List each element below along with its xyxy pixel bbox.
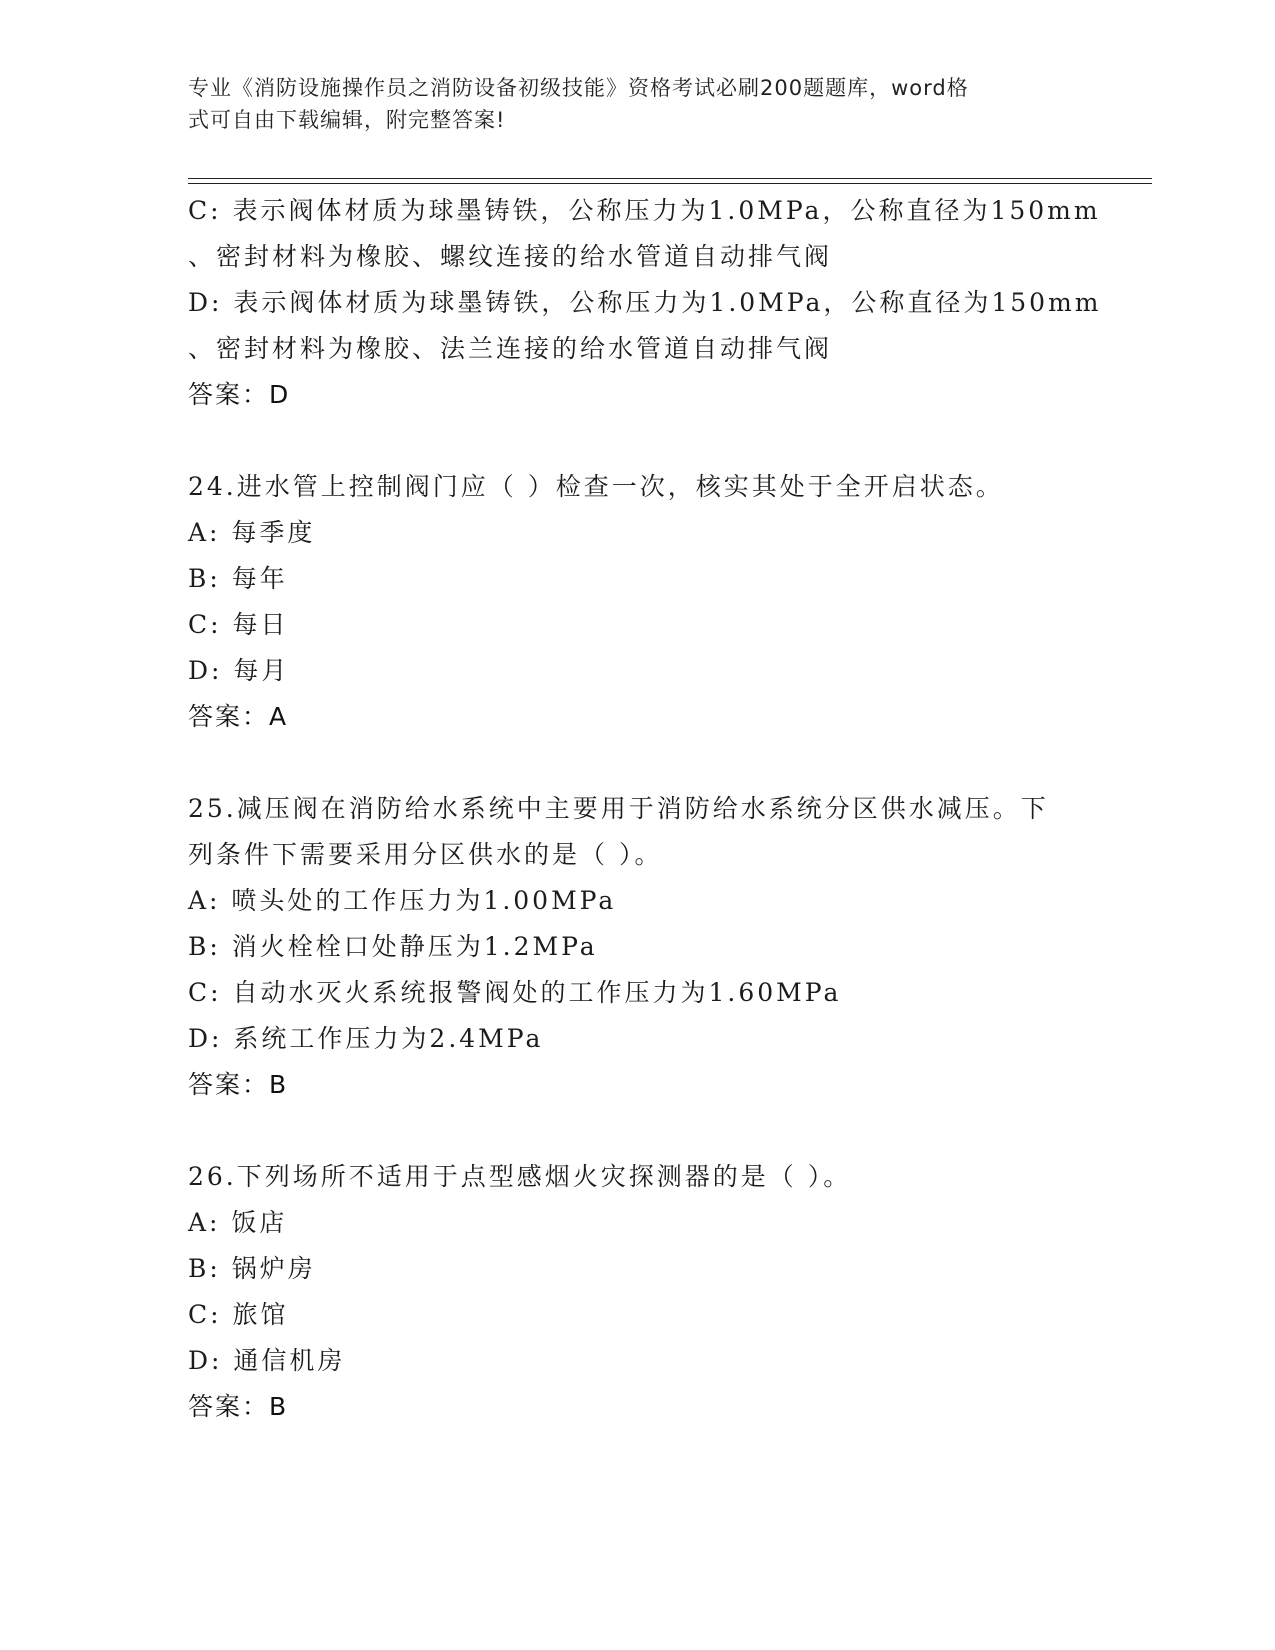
option-c: C: 每日 bbox=[188, 610, 289, 639]
document-header bbox=[188, 72, 1068, 136]
option-a: A: 喷头处的工作压力为1.00MPa bbox=[188, 886, 617, 915]
option-c-line-1: C: 表示阀体材质为球墨铸铁，公称压力为1.0MPa，公称直径为150mm bbox=[188, 196, 1101, 225]
answer-text: 答案：B bbox=[188, 1392, 289, 1421]
option-d: D: 通信机房 bbox=[188, 1346, 346, 1375]
option-d-line-1: D: 表示阀体材质为球墨铸铁，公称压力为1.0MPa，公称直径为150mm bbox=[188, 288, 1102, 317]
option-b: B: 消火栓栓口处静压为1.2MPa bbox=[188, 932, 598, 961]
spacer bbox=[188, 418, 1188, 464]
answer-text: 答案：D bbox=[188, 380, 291, 409]
question-list bbox=[188, 188, 1188, 1430]
spacer bbox=[188, 1108, 1188, 1154]
question-text: 26.下列场所不适用于点型感烟火灾探测器的是（ ）。 bbox=[188, 1162, 852, 1191]
option-a: A: 饭店 bbox=[188, 1208, 288, 1237]
option-d-line-2: 、密封材料为橡胶、法兰连接的给水管道自动排气阀 bbox=[188, 334, 833, 363]
question-23-tail bbox=[188, 188, 1188, 418]
question-24 bbox=[188, 464, 1188, 740]
header-divider-top bbox=[188, 178, 1152, 179]
answer-text: 答案：B bbox=[188, 1070, 289, 1099]
option-d: D: 系统工作压力为2.4MPa bbox=[188, 1024, 544, 1053]
option-c-line-2: 、密封材料为橡胶、螺纹连接的给水管道自动排气阀 bbox=[188, 242, 833, 271]
question-25 bbox=[188, 786, 1188, 1108]
header-line-2: 式可自由下载编辑，附完整答案! bbox=[188, 108, 506, 132]
answer-text: 答案：A bbox=[188, 702, 289, 731]
option-b: B: 锅炉房 bbox=[188, 1254, 316, 1283]
question-text-line-1: 25.减压阀在消防给水系统中主要用于消防给水系统分区供水减压。下 bbox=[188, 794, 1049, 823]
question-text: 24.进水管上控制阀门应（ ）检查一次，核实其处于全开启状态。 bbox=[188, 472, 1004, 501]
header-divider-bottom bbox=[188, 183, 1152, 184]
header-line-1: 专业《消防设施操作员之消防设备初级技能》资格考试必刷200题题库，word格 bbox=[188, 76, 969, 100]
question-26 bbox=[188, 1154, 1188, 1430]
question-text-line-2: 列条件下需要采用分区供水的是（ ）。 bbox=[188, 840, 663, 869]
option-c: C: 旅馆 bbox=[188, 1300, 289, 1329]
spacer bbox=[188, 740, 1188, 786]
option-d: D: 每月 bbox=[188, 656, 290, 685]
option-a: A: 每季度 bbox=[188, 518, 316, 547]
option-b: B: 每年 bbox=[188, 564, 288, 593]
option-c: C: 自动水灭火系统报警阀处的工作压力为1.60MPa bbox=[188, 978, 842, 1007]
